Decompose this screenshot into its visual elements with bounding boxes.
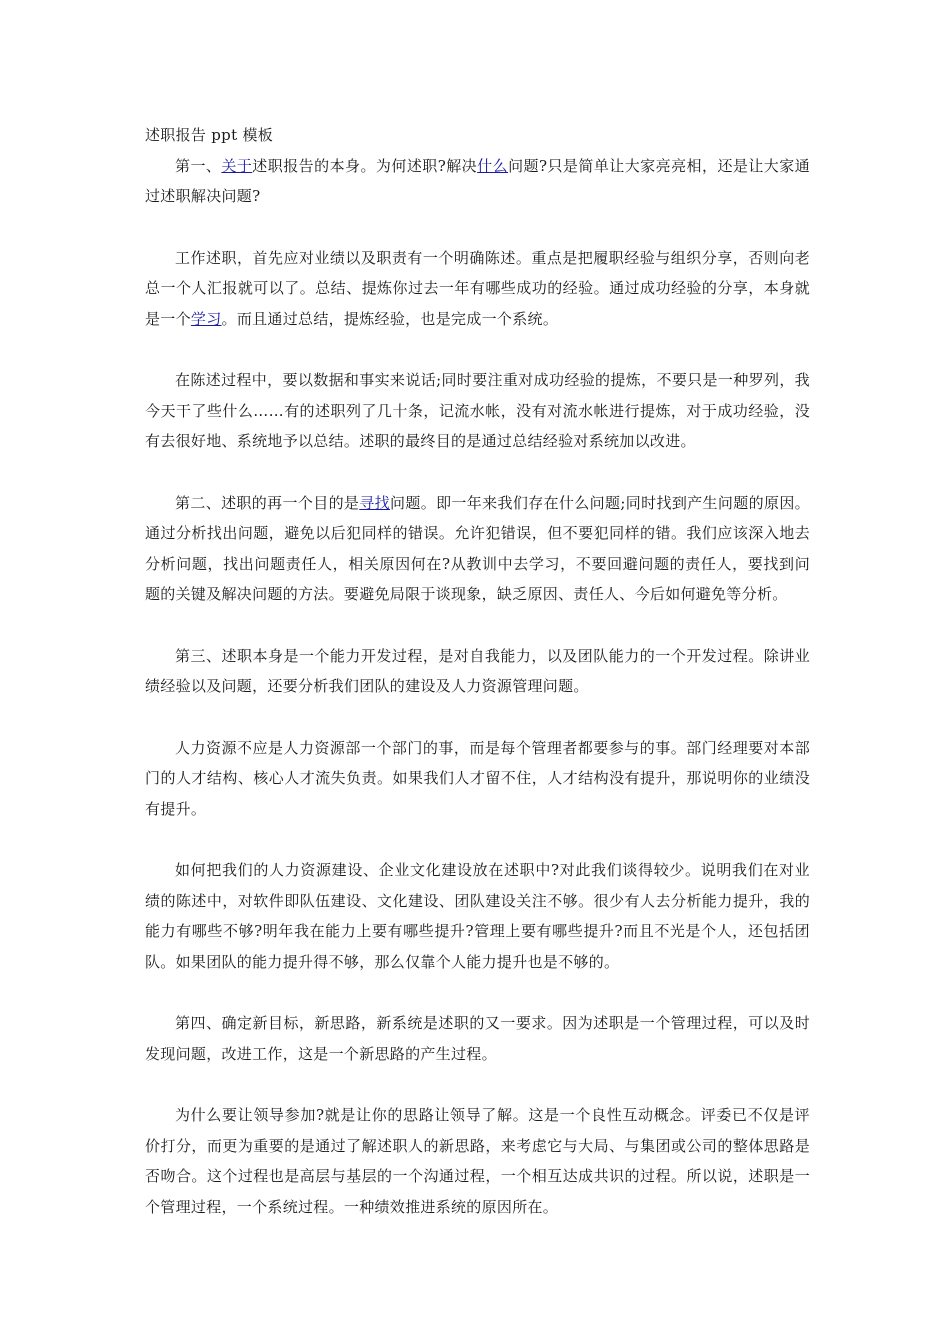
paragraph-8 — [145, 1008, 810, 1069]
paragraph-3 — [145, 365, 810, 457]
text-run: 第四、确定新目标，新思路，新系统是述职的又一要求。因为述职是一个管理过程，可以及时发现问题，改进工作，这是一个新思路的产生过程。 — [145, 1014, 810, 1063]
text-run: 如何把我们的人力资源建设、企业文化建设放在述职中?对此我们谈得较少。说明我们在对业绩的陈述中，对软件即队伍建设、文化建设、团队建设关注不够。很少有人去分析能力提升，我的能力有哪些不够?明年我在能力上要有哪些提升?管理上要有哪些提升?而且不光是个人，还包括团队。如果团队的能力提升得不够，那么仅靠个人能力提升也是不够的。 — [145, 861, 810, 971]
text-run: 在陈述过程中，要以数据和事实来说话;同时要注重对成功经验的提炼，不要只是一种罗列，我今天干了些什么……有的述职列了几十条，记流水帐，没有对流水帐进行提炼，对于成功经验，没有去很好地、系统地予以总结。述职的最终目的是通过总结经验对系统加以改进。 — [145, 371, 810, 450]
link-xuexi[interactable]: 学习 — [190, 309, 222, 328]
text-run: 为什么要让领导参加?就是让你的思路让领导了解。这是一个良性互动概念。评委已不仅是评价打分，而更为重要的是通过了解述职人的新思路，来考虑它与大局、与集团或公司的整体思路是否吻合。这个过程也是高层与基层的一个沟通过程，一个相互达成共识的过程。所以说，述职是一个管理过程，一个系统过程。一种绩效推进系统的原因所在。 — [145, 1106, 810, 1216]
link-guanyu[interactable]: 关于 — [221, 156, 253, 175]
link-xunzhao[interactable]: 寻找 — [359, 493, 390, 512]
paragraph-6 — [145, 733, 810, 825]
paragraph-1 — [145, 151, 810, 212]
paragraph-4 — [145, 488, 810, 610]
text-run: 第三、述职本身是一个能力开发过程，是对自我能力，以及团队能力的一个开发过程。除讲业绩经验以及问题，还要分析我们团队的建设及人力资源管理问题。 — [145, 646, 810, 695]
text-run: 人力资源不应是人力资源部一个部门的事，而是每个管理者都要参与的事。部门经理要对本部门的人才结构、核心人才流失负责。如果我们人才留不住，人才结构没有提升，那说明你的业绩没有提升。 — [145, 738, 810, 818]
document-title: 述职报告 ppt 模板 — [145, 126, 274, 144]
text-run: 第一、 — [175, 156, 222, 175]
text-run: 工作述职，首先应对业绩以及职责有一个明确陈述。重点是把履职经验与组织分享，否则向老总一个人汇报就可以了。总结、提炼你过去一年有哪些成功的经验。通过成功经验的分享，本身就是一个 — [145, 248, 810, 328]
text-run: 。而且通过总结，提炼经验，也是完成一个系统。 — [221, 309, 559, 328]
paragraph-5 — [145, 641, 810, 702]
paragraph-7 — [145, 855, 810, 977]
text-run: 问题?只是简单让大家亮亮相，还是让大家通过述职解决问题? — [145, 156, 811, 205]
link-shenme[interactable]: 什么 — [477, 156, 509, 175]
text-run: 述职报告的本身。为何述职?解决 — [252, 156, 478, 175]
text-run: 第二、述职的再一个目的是 — [175, 493, 360, 512]
document-page — [145, 120, 810, 1253]
paragraph-9 — [145, 1100, 810, 1222]
text-run: 问题。即一年来我们存在什么问题;同时找到产生问题的原因。通过分析找出问题，避免以后犯同样的错误。允许犯错误，但不要犯同样的错。我们应该深入地去分析问题，找出问题责任人，相关原因何在?从教训中去学习，不要回避问题的责任人，要找到问题的关键及解决问题的方法。要避免局限于谈现象，缺乏原因、责任人、今后如何避免等分析。 — [145, 493, 810, 603]
paragraph-2 — [145, 243, 810, 335]
